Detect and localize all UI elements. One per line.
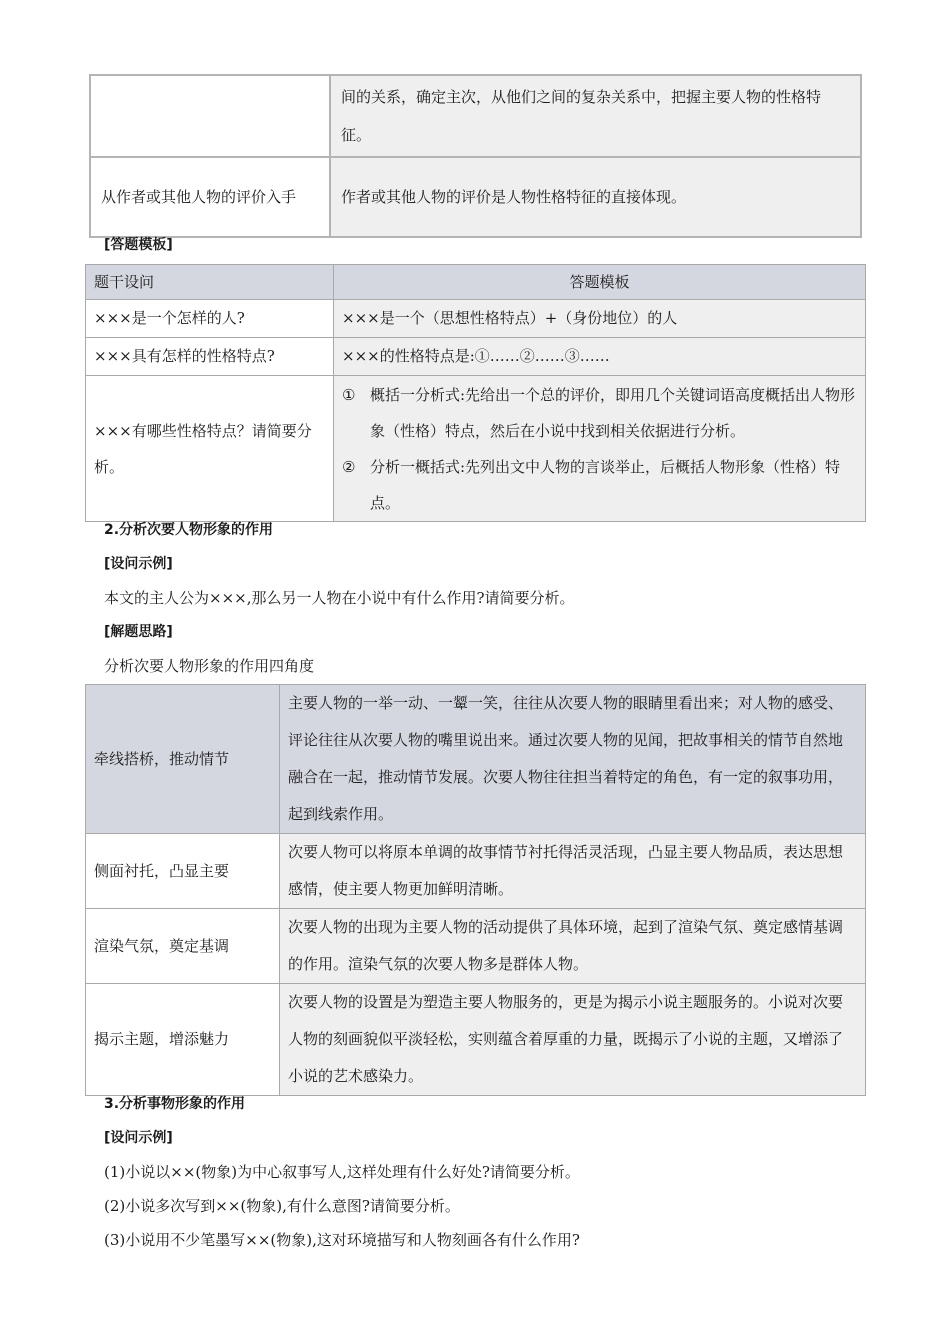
heading-answer-template: [答题模板] <box>104 237 173 253</box>
template-cell <box>334 376 866 522</box>
angle-description: 次要人物的设置是为塑造主要人物服务的，更是为揭示小说主题服务的。小说对次要人物的刻画貌似平淡轻松，实则蕴含着厚重的力量，既揭示了小说的主题，又增添了小说的艺术感染力。 <box>280 984 866 1096</box>
item-number: ② <box>342 457 356 476</box>
subheading-example: [设问示例] <box>104 1130 173 1146</box>
question-item: (1)小说以××(物象)为中心叙事写人,这样处理有什么好处?请简要分析。 <box>104 1163 580 1181</box>
angle-label: 渲染气氛，奠定基调 <box>86 909 280 984</box>
table-row <box>90 75 861 157</box>
table-row <box>86 984 866 1096</box>
table-cell-explanation: 作者或其他人物的评价是人物性格特征的直接体现。 <box>330 157 861 237</box>
template-cell: ×××的性格特点是:①……②……③…… <box>334 338 866 376</box>
answer-template-table <box>85 264 866 522</box>
table-cell-method <box>90 75 330 157</box>
subheading-example: [设问示例] <box>104 556 173 572</box>
table-cell-explanation: 间的关系，确定主次，从他们之间的复杂关系中，把握主要人物的性格特征。 <box>330 75 861 157</box>
list-item <box>342 377 857 449</box>
angle-label: 侧面衬托，凸显主要 <box>86 834 280 909</box>
question-cell: ×××具有怎样的性格特点? <box>86 338 334 376</box>
table-row <box>86 685 866 834</box>
question-item: (2)小说多次写到××(物象),有什么意图?请简要分析。 <box>104 1197 460 1215</box>
table-cell-method: 从作者或其他人物的评价入手 <box>90 157 330 237</box>
table-row <box>86 300 866 338</box>
angle-description: 次要人物可以将原本单调的故事情节衬托得活灵活现，凸显主要人物品质，表达思想感情，使主要人物更加鲜明清晰。 <box>280 834 866 909</box>
example-text: 本文的主人公为×××,那么另一人物在小说中有什么作用?请简要分析。 <box>104 589 575 607</box>
question-item: (3)小说用不少笔墨写××(物象),这对环境描写和人物刻画各有什么作用? <box>104 1231 580 1249</box>
section-title: 3.分析事物形象的作用 <box>104 1096 246 1112</box>
template-cell: ×××是一个（思想性格特点）+（身份地位）的人 <box>334 300 866 338</box>
table-row <box>86 909 866 984</box>
table-row <box>90 157 861 237</box>
angle-label: 牵线搭桥，推动情节 <box>86 685 280 834</box>
item-text: 分析一概括式:先列出文中人物的言谈举止，后概括人物形象（性格）特点。 <box>370 457 841 512</box>
column-header-template: 答题模板 <box>334 265 866 300</box>
question-cell: ×××是一个怎样的人? <box>86 300 334 338</box>
list-item <box>342 449 857 521</box>
table-row <box>86 338 866 376</box>
item-number: ① <box>342 385 356 404</box>
angle-description: 次要人物的出现为主要人物的活动提供了具体环境，起到了渲染气氛、奠定感情基调的作用。渲染气氛的次要人物多是群体人物。 <box>280 909 866 984</box>
table-header-row <box>86 265 866 300</box>
angle-description: 主要人物的一举一动、一颦一笑，往往从次要人物的眼睛里看出来；对人物的感受、评论往往从次要人物的嘴里说出来。通过次要人物的见闻，把故事相关的情节自然地融合在一起，推动情节发展。次要人物往往担当着特定的角色，有一定的叙事功用，起到线索作用。 <box>280 685 866 834</box>
column-header-question: 题干设问 <box>86 265 334 300</box>
character-analysis-table <box>89 74 862 238</box>
subheading-approach: [解题思路] <box>104 624 173 640</box>
angle-label: 揭示主题，增添魅力 <box>86 984 280 1096</box>
question-cell: ×××有哪些性格特点？请简要分析。 <box>86 376 334 522</box>
item-text: 概括一分析式:先给出一个总的评价，即用几个关键词语高度概括出人物形象（性格）特点，然后在小说中找到相关依据进行分析。 <box>370 385 856 440</box>
secondary-character-table <box>85 684 866 1096</box>
table-row <box>86 834 866 909</box>
table-row <box>86 376 866 522</box>
intro-text: 分析次要人物形象的作用四角度 <box>104 657 315 675</box>
section-title: 2.分析次要人物形象的作用 <box>104 522 274 538</box>
